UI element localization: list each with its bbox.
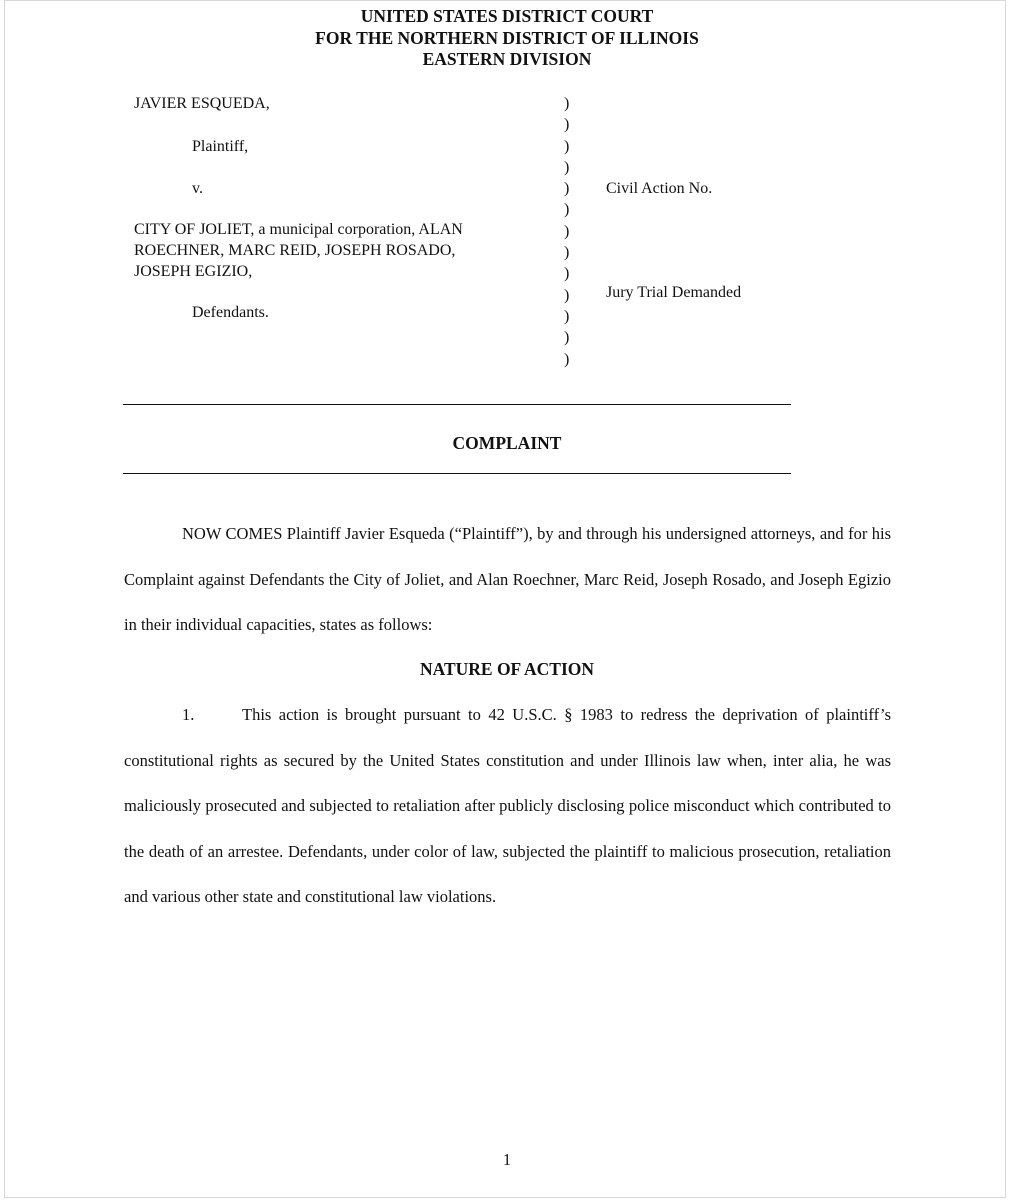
defendants-role: Defendants.: [192, 304, 269, 321]
paren: ): [564, 180, 570, 198]
paren: ): [564, 137, 570, 155]
paren: ): [564, 350, 570, 368]
paragraph-1: [124, 692, 891, 920]
paren: ): [564, 201, 570, 219]
court-district: FOR THE NORTHERN DISTRICT OF ILLINOIS: [315, 27, 699, 48]
top-rule: [123, 404, 791, 405]
paren: ): [564, 307, 570, 325]
section-heading: NATURE OF ACTION: [419, 659, 595, 679]
plaintiff-name: JAVIER ESQUEDA,: [134, 95, 270, 112]
defendants-line-3: JOSEPH EGIZIO,: [134, 263, 253, 280]
document-title: COMPLAINT: [452, 433, 562, 453]
jury-trial-demand: Jury Trial Demanded: [606, 284, 742, 301]
versus: v.: [192, 180, 203, 197]
paren: ): [564, 158, 570, 176]
court-header: [0, 6, 1014, 71]
paren: ): [564, 95, 570, 112]
civil-action-number: Civil Action No.: [606, 180, 713, 197]
plaintiff-role: Plaintiff,: [192, 138, 249, 155]
defendants-line-1: CITY OF JOLIET, a municipal corporation, ALAN: [134, 221, 463, 238]
paragraph-number: 1.: [182, 705, 195, 724]
court-name: UNITED STATES DISTRICT COURT: [360, 6, 654, 26]
bottom-rule: [123, 473, 791, 474]
paren: ): [564, 265, 570, 283]
paren: ): [564, 244, 570, 262]
paragraph-1-text: This action is brought pursuant to 42 U.S.C. § 1983 to redress the deprivation of plaintiff’s constitutional rights as secured by the United States constitution and under Illinois law when, inter alia, he was maliciously prosecuted and subjected to retaliation after publicly disclosing police misconduct which contributed to the death of an arrestee. Defendants, under color of law, subjected the plaintiff to malicious prosecution, retaliation and various other state and constitutional law violations.: [124, 705, 891, 906]
paren: ): [564, 116, 570, 134]
paren: ): [564, 222, 570, 240]
intro-text: NOW COMES Plaintiff Javier Esqueda (“Plaintiff”), by and through his undersigned attorneys, and for his Complaint against Defendants the City of Joliet, and Alan Roechner, Marc Reid, Joseph Rosado, and Joseph Egizio in their individual capacities, states as follows:: [124, 524, 891, 634]
page-number: 1: [502, 1150, 512, 1169]
paren: ): [564, 286, 570, 304]
intro-paragraph: [124, 511, 891, 648]
court-division: EASTERN DIVISION: [422, 49, 592, 69]
caption-parentheses: [564, 93, 569, 370]
defendants-line-2: ROECHNER, MARC REID, JOSEPH ROSADO,: [134, 242, 456, 259]
paren: ): [564, 329, 570, 347]
